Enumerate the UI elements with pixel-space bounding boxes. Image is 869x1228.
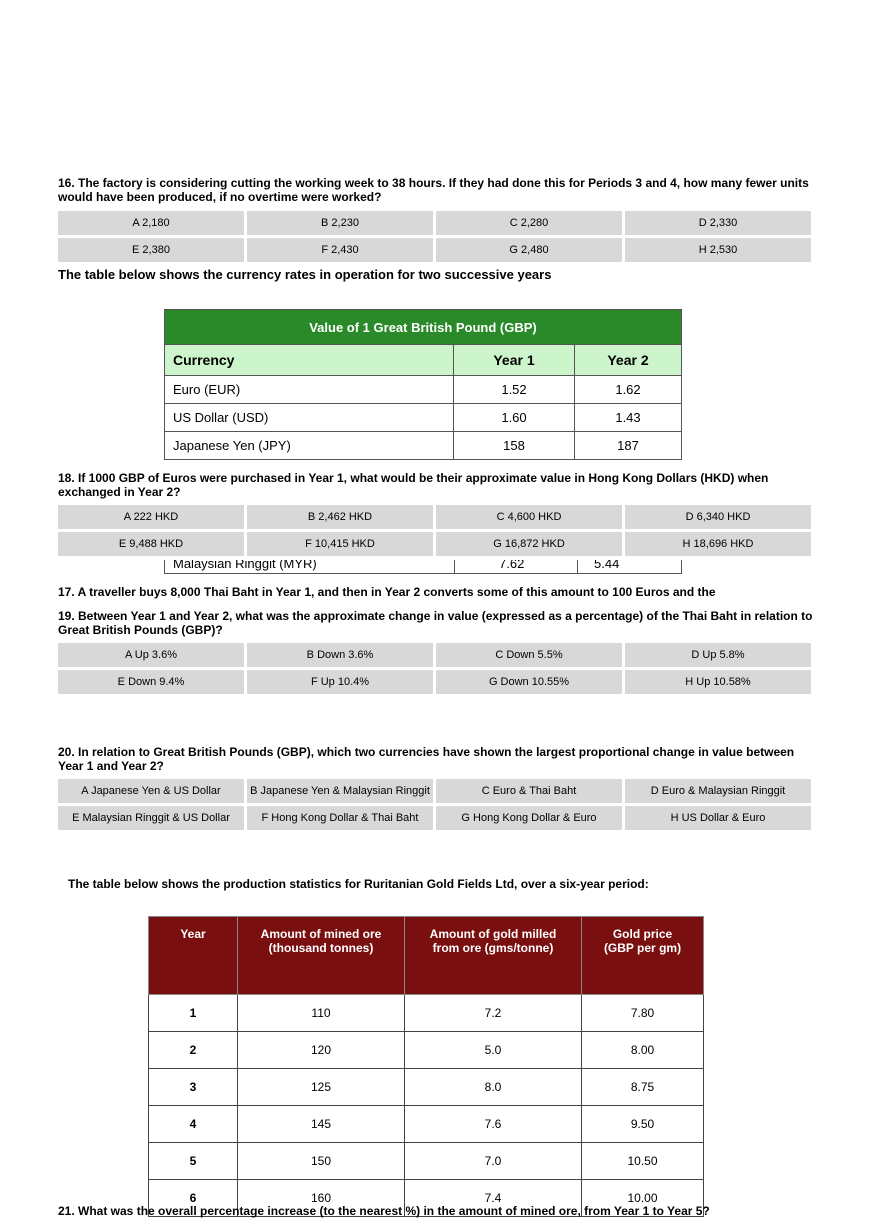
currency-table-title: Value of 1 Great British Pound (GBP)	[165, 310, 682, 345]
table-cell: 10.50	[582, 1143, 704, 1180]
answer-option[interactable]: C Euro & Thai Baht	[436, 779, 622, 803]
column-header: Year 2	[575, 345, 682, 376]
table-row	[149, 1069, 704, 1106]
answer-option[interactable]: H US Dollar & Euro	[625, 806, 811, 830]
answer-option[interactable]: F Hong Kong Dollar & Thai Baht	[247, 806, 433, 830]
table-cell: 187	[575, 432, 682, 460]
table-cell: 4	[149, 1106, 238, 1143]
column-header: Currency	[165, 345, 454, 376]
currency-table	[164, 309, 682, 460]
table-cell: 6	[149, 1180, 238, 1217]
table-cell: 7.80	[582, 995, 704, 1032]
question-19-text: 19. Between Year 1 and Year 2, what was the approximate change in value (expressed as a percentage) of the Thai Baht in relation to Great British Pounds (GBP)?	[58, 609, 813, 637]
answer-option[interactable]: H 18,696 HKD	[625, 532, 811, 556]
answer-option[interactable]: C Down 5.5%	[436, 643, 622, 667]
answer-option[interactable]: C 2,280	[436, 211, 622, 235]
table-cell: 7.6	[405, 1106, 582, 1143]
answer-option[interactable]: A Japanese Yen & US Dollar	[58, 779, 244, 803]
table-row	[165, 404, 682, 432]
answer-option[interactable]: B 2,230	[247, 211, 433, 235]
table-cell: 1.62	[575, 376, 682, 404]
answer-option[interactable]: H 2,530	[625, 238, 811, 262]
table-cell: 120	[238, 1032, 405, 1069]
answer-option[interactable]: G 2,480	[436, 238, 622, 262]
table-cell: 8.0	[405, 1069, 582, 1106]
answer-option[interactable]: A Up 3.6%	[58, 643, 244, 667]
table-cell: 8.75	[582, 1069, 704, 1106]
table-cell: Euro (EUR)	[165, 376, 454, 404]
table-cell: 7.62	[499, 560, 525, 571]
answer-option[interactable]: B 2,462 HKD	[247, 505, 433, 529]
table-cell: 125	[238, 1069, 405, 1106]
question-18-text: 18. If 1000 GBP of Euros were purchased in Year 1, what would be their approximate value in Hong Kong Dollars (HKD) when exchanged in Year 2?	[58, 471, 769, 499]
table-cell: 2	[149, 1032, 238, 1069]
table-cell: 10.00	[582, 1180, 704, 1217]
table-cell: 3	[149, 1069, 238, 1106]
table-cell: 5.0	[405, 1032, 582, 1069]
table-row	[149, 1143, 704, 1180]
answer-option[interactable]: F Up 10.4%	[247, 670, 433, 694]
answer-option[interactable]: G Hong Kong Dollar & Euro	[436, 806, 622, 830]
question-18-options	[58, 505, 814, 559]
table-cell: US Dollar (USD)	[165, 404, 454, 432]
answer-option[interactable]: E Malaysian Ringgit & US Dollar	[58, 806, 244, 830]
question-20-text: 20. In relation to Great British Pounds (GBP), which two currencies have shown the largest proportional change in value between Year 1 and Year 2?	[58, 745, 795, 773]
table-cell: 9.50	[582, 1106, 704, 1143]
answer-option[interactable]: D 6,340 HKD	[625, 505, 811, 529]
column-header: Year 1	[454, 345, 575, 376]
table-cell: 150	[238, 1143, 405, 1180]
question-17-text: 17. A traveller buys 8,000 Thai Baht in Year 1, and then in Year 2 converts some of this amount to 100 Euros and the	[58, 585, 716, 599]
answer-option[interactable]: G 16,872 HKD	[436, 532, 622, 556]
table-cell: 160	[238, 1180, 405, 1217]
answer-option[interactable]: C 4,600 HKD	[436, 505, 622, 529]
production-table	[148, 916, 704, 1217]
answer-option[interactable]: D Euro & Malaysian Ringgit	[625, 779, 811, 803]
gold-table-intro: The table below shows the production statistics for Ruritanian Gold Fields Ltd, over a six-year period:	[68, 877, 649, 891]
answer-option[interactable]: D 2,330	[625, 211, 811, 235]
answer-option[interactable]: A 2,180	[58, 211, 244, 235]
table-cell: 1.43	[575, 404, 682, 432]
overflow-table-row	[164, 560, 682, 574]
column-header: Year	[149, 917, 238, 995]
answer-option[interactable]: E 2,380	[58, 238, 244, 262]
table-cell: 1	[149, 995, 238, 1032]
table-cell: Malaysian Ringgit (MYR)	[173, 560, 317, 571]
table-row	[149, 1106, 704, 1143]
answer-option[interactable]: A 222 HKD	[58, 505, 244, 529]
table-cell: 110	[238, 995, 405, 1032]
answer-option[interactable]: E Down 9.4%	[58, 670, 244, 694]
table-cell: Japanese Yen (JPY)	[165, 432, 454, 460]
table-row	[149, 1032, 704, 1069]
answer-option[interactable]: H Up 10.58%	[625, 670, 811, 694]
table-cell: 8.00	[582, 1032, 704, 1069]
answer-option[interactable]: B Japanese Yen & Malaysian Ringgit	[247, 779, 433, 803]
answer-option[interactable]: D Up 5.8%	[625, 643, 811, 667]
question-16-text: 16. The factory is considering cutting the working week to 38 hours. If they had done this for Periods 3 and 4, how many fewer units would have been produced, if no overtime were worked?	[58, 176, 809, 204]
table-cell: 7.4	[405, 1180, 582, 1217]
column-header: Gold price (GBP per gm)	[582, 917, 704, 995]
answer-option[interactable]: B Down 3.6%	[247, 643, 433, 667]
table-cell: 1.52	[454, 376, 575, 404]
table-cell: 5.44	[594, 560, 620, 571]
column-header: Amount of mined ore (thousand tonnes)	[238, 917, 405, 995]
currency-table-intro: The table below shows the currency rates in operation for two successive years	[58, 267, 552, 282]
table-row	[165, 376, 682, 404]
table-row	[165, 432, 682, 460]
table-cell: 1.60	[454, 404, 575, 432]
answer-option[interactable]: F 2,430	[247, 238, 433, 262]
table-cell: 5	[149, 1143, 238, 1180]
answer-option[interactable]: F 10,415 HKD	[247, 532, 433, 556]
table-cell: 7.2	[405, 995, 582, 1032]
question-19-options	[58, 643, 814, 697]
question-17-hidden-line	[58, 600, 828, 608]
question-20-options	[58, 779, 814, 833]
column-header: Amount of gold milled from ore (gms/tonne)	[405, 917, 582, 995]
table-cell: 7.0	[405, 1143, 582, 1180]
question-21-text: 21. What was the overall percentage increase (to the nearest %) in the amount of mined ore, from Year 1 to Year 5?	[58, 1204, 710, 1218]
table-cell: 145	[238, 1106, 405, 1143]
question-16-options	[58, 211, 814, 265]
answer-option[interactable]: E 9,488 HKD	[58, 532, 244, 556]
table-cell: 158	[454, 432, 575, 460]
answer-option[interactable]: G Down 10.55%	[436, 670, 622, 694]
table-row	[149, 995, 704, 1032]
